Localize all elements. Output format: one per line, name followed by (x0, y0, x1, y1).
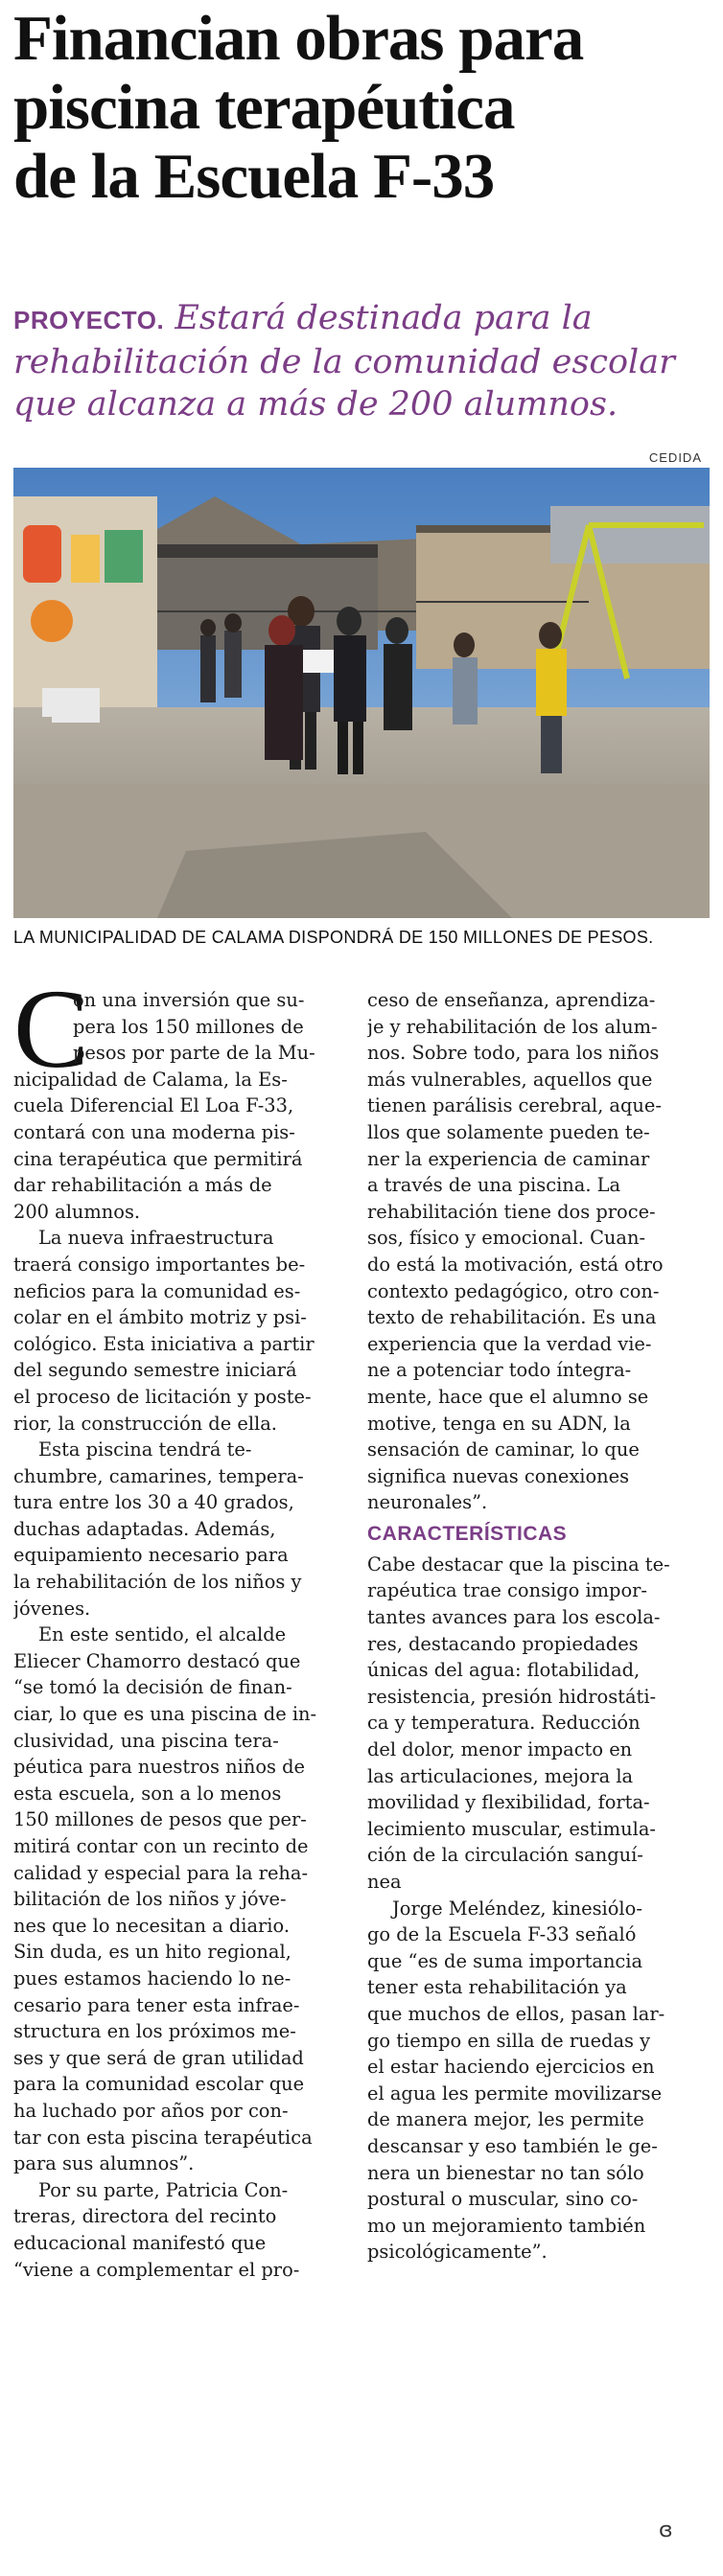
body-line: 200 alumnos. (13, 1200, 141, 1223)
body-line: tienen parálisis cerebral, aque- (367, 1094, 662, 1117)
body-line: Eliecer Chamorro destacó que (13, 1649, 301, 1672)
body-line: las articulaciones, mejora la (367, 1764, 634, 1787)
body-line: “viene a complementar el pro- (13, 2258, 300, 2281)
body-line: jóvenes. (13, 1597, 91, 1620)
body-line: contexto pedagógico, otro con- (367, 1279, 660, 1302)
article-photo (13, 468, 710, 918)
body-line: 150 millones de pesos que per- (13, 1808, 307, 1831)
body-line: educacional manifestó que (13, 2231, 267, 2254)
body-line: a través de una piscina. La (367, 1174, 621, 1197)
body-line: mitirá contar con un recinto de (13, 1835, 309, 1857)
body-line: lecimiento muscular, estimula- (367, 1817, 656, 1840)
body-line: Cabe destacar que la piscina te- (367, 1552, 670, 1576)
deck-text: Estará destinada para la (175, 299, 593, 337)
end-mark-icon: ɞ (659, 2518, 673, 2542)
body-line: chumbre, camarines, tempera- (13, 1464, 304, 1487)
body-line: neficios para la comunidad es- (13, 1279, 301, 1302)
deck-line-1 (13, 297, 710, 341)
body-line: Esta piscina tendrá te- (38, 1438, 252, 1461)
body-line: movilidad y flexibilidad, forta- (367, 1791, 650, 1814)
body-line: je y rehabilitación de los alum- (367, 1015, 658, 1038)
body-line: tura entre los 30 a 40 grados, (13, 1491, 294, 1514)
body-line: ca y temperatura. Reducción (367, 1712, 641, 1735)
deck (13, 297, 710, 426)
body-line: tar con esta piscina terapéutica (13, 2126, 313, 2149)
body-line: para sus alumnos”. (13, 2152, 195, 2175)
body-line: mo un mejoramiento también (367, 2214, 646, 2237)
body-line: sensación de caminar, lo que (367, 1438, 640, 1461)
body-line: que muchos de ellos, pasan lar- (367, 2002, 665, 2025)
body-line: En este sentido, el alcalde (38, 1623, 287, 1646)
headline (13, 4, 710, 211)
body-line: experiencia que la verdad vie- (367, 1332, 652, 1355)
body-line: sos, físico y emocional. Cuan- (367, 1227, 646, 1250)
body-line: nea (367, 1871, 402, 1893)
body-line: ción de la circulación sanguí- (367, 1844, 643, 1867)
section-subhead: CARACTERÍSTICAS (367, 1522, 568, 1545)
photo-illustration (13, 468, 710, 918)
body-line: equipamiento necesario para (13, 1544, 289, 1567)
body-line: ciar, lo que es una piscina de in- (13, 1703, 317, 1726)
body-line: nicipalidad de Calama, la Es- (13, 1068, 288, 1091)
body-line: calidad y especial para la reha- (13, 1861, 309, 1884)
body-line: ceso de enseñanza, aprendiza- (367, 989, 656, 1011)
body-line: Jorge Meléndez, kinesiólo- (392, 1897, 642, 1920)
body-line: Por su parte, Patricia Con- (38, 2178, 289, 2201)
body-column-2 (367, 987, 710, 2266)
body-line: mente, hace que el alumno se (367, 1385, 649, 1408)
body-line: péutica para nuestros niños de (13, 1756, 306, 1779)
body-line: el estar haciendo ejercicios en (367, 2056, 655, 2079)
body-line: más vulnerables, aquellos que (367, 1068, 653, 1091)
body-line: contará con una moderna pis- (13, 1120, 295, 1143)
body-line: llos que solamente pueden te- (367, 1120, 650, 1143)
body-line: La nueva infraestructura (38, 1227, 274, 1250)
body-line: postural o muscular, sino co- (367, 2188, 639, 2211)
body-line: duchas adaptadas. Además, (13, 1517, 276, 1540)
body-line: pues estamos haciendo lo ne- (13, 1966, 292, 1990)
body-line: únicas del agua: flotabilidad, (367, 1659, 641, 1682)
body-line: nes que lo necesitan a diario. (13, 1914, 290, 1937)
body-line: rehabilitación tiene dos proce- (367, 1200, 656, 1223)
body-line: cina terapéutica que permitirá (13, 1147, 303, 1170)
body-line: nos. Sobre todo, para los niños (367, 1042, 660, 1065)
body-column-1 (13, 987, 356, 2283)
body-line: treras, directora del recinto (13, 2205, 277, 2228)
body-line: el agua les permite movilizarse (367, 2082, 663, 2104)
body-line: cesario para tener esta infrae- (13, 1993, 300, 2016)
body-line: que “es de suma importancia (367, 1949, 643, 1972)
body-line: ne a potenciar todo íntegra- (367, 1359, 632, 1382)
body-line: pesos por parte de la Mu- (73, 1042, 315, 1065)
body-line: rapéutica trae consigo impor- (367, 1579, 647, 1602)
body-line: rior, la construcción de ella. (13, 1412, 277, 1435)
body-line: nera un bienestar no tan sólo (367, 2161, 644, 2184)
body-line: ses y que será de gran utilidad (13, 2046, 304, 2069)
deck-line: que alcanza a más de 200 alumnos. (13, 385, 618, 424)
body-line: del segundo semestre iniciará (13, 1359, 297, 1382)
headline-line: Financian obras para (13, 3, 584, 74)
body-line: cuela Diferencial El Loa F-33, (13, 1094, 294, 1117)
body-line: res, destacando propiedades (367, 1632, 639, 1655)
body-line: ner la experiencia de caminar (367, 1147, 650, 1170)
body-line: tener esta rehabilitación ya (367, 1976, 627, 1999)
body-line: significa nuevas conexiones (367, 1464, 630, 1487)
body-line: colar en el ámbito motriz y psi- (13, 1306, 307, 1329)
photo-caption: LA MUNICIPALIDAD DE CALAMA DISPONDRÁ DE 150 MILLONES DE PESOS. (13, 928, 654, 947)
body-line: go tiempo en silla de ruedas y (367, 2029, 651, 2052)
body-line: esta escuela, son a lo menos (13, 1782, 282, 1805)
body-line: texto de rehabilitación. Es una (367, 1306, 657, 1329)
body-line: descansar y eso también le ge- (367, 2134, 658, 2157)
deck-kicker: PROYECTO. (13, 306, 165, 334)
headline-line: piscina terapéutica (13, 72, 515, 143)
body-line: bilitación de los niños y jóve- (13, 1888, 287, 1911)
photo-credit: CEDIDA (648, 450, 702, 465)
body-line: “se tomó la decisión de finan- (13, 1676, 292, 1699)
body-line: la rehabilitación de los niños y (13, 1571, 302, 1594)
body-line: go de la Escuela F-33 señaló (367, 1923, 637, 1946)
body-line: resistencia, presión hidrostáti- (367, 1685, 657, 1708)
body-line: cológico. Esta iniciativa a partir (13, 1332, 315, 1355)
body-line: del dolor, menor impacto en (367, 1738, 633, 1761)
body-line: ha luchado por años por con- (13, 2099, 289, 2122)
body-line: neuronales”. (367, 1491, 488, 1514)
body-line: motive, tenga en su ADN, la (367, 1412, 631, 1435)
body-line: para la comunidad escolar que (13, 2073, 305, 2096)
body-line: el proceso de licitación y poste- (13, 1385, 312, 1408)
body-line: psicológicamente”. (367, 2241, 548, 2264)
body-line: tantes avances para los escola- (367, 1606, 661, 1629)
body-line: do está la motivación, está otro (367, 1253, 664, 1276)
body-line: dar rehabilitación a más de (13, 1174, 272, 1197)
body-line: structura en los próximos me- (13, 2020, 296, 2043)
headline-line: de la Escuela F-33 (13, 141, 495, 212)
body-line: pera los 150 millones de (73, 1015, 304, 1038)
body-line: on una inversión que su- (73, 989, 305, 1011)
body-line: de manera mejor, les permite (367, 2108, 644, 2131)
body-line: traerá consigo importantes be- (13, 1253, 306, 1276)
deck-line: rehabilitación de la comunidad escolar (13, 343, 675, 381)
drop-cap: C (13, 966, 89, 1092)
body-line: Sin duda, es un hito regional, (13, 1941, 292, 1964)
body-line: clusividad, una piscina tera- (13, 1729, 279, 1752)
